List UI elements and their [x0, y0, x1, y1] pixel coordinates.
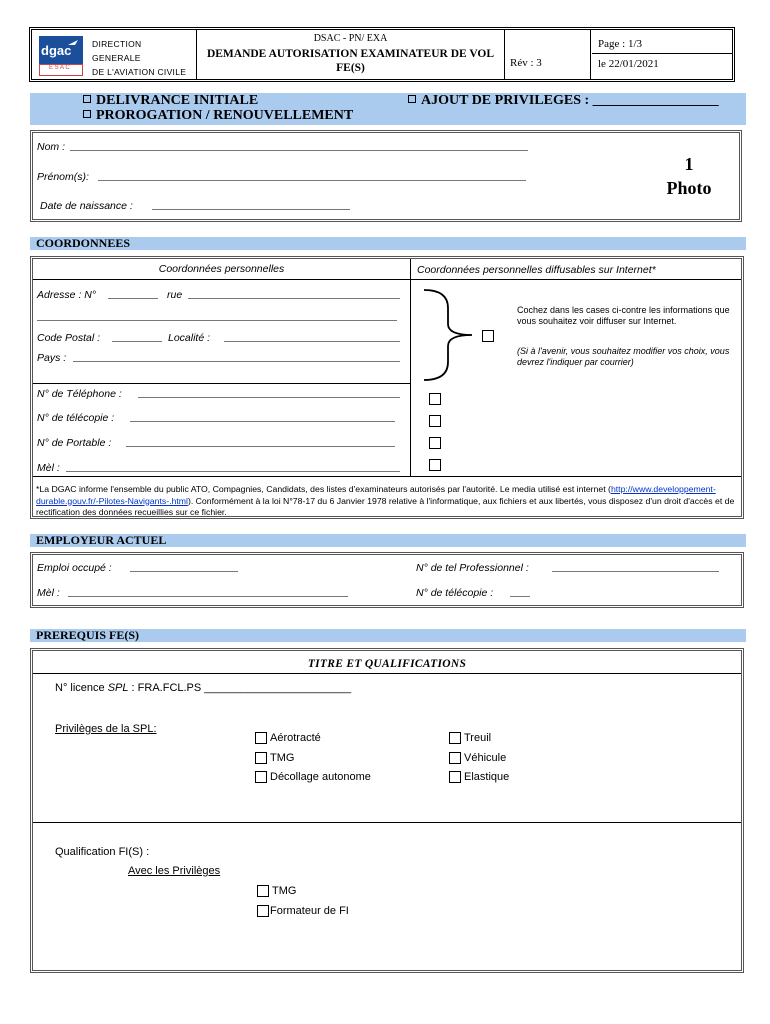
internet-mail-checkbox[interactable]	[429, 459, 441, 471]
fax-input[interactable]	[130, 421, 395, 422]
numero-input[interactable]	[108, 298, 158, 299]
plane-icon	[67, 38, 79, 48]
coordonnees-title: COORDONNEES	[36, 236, 131, 250]
pays-input[interactable]	[73, 361, 400, 362]
doc-page: Page : 1/3	[598, 38, 642, 50]
doc-ref: DSAC - PN/ EXA	[313, 33, 388, 44]
dgac-logo	[39, 36, 83, 76]
footnote-part1: *La DGAC informe l'ensemble du public ATO, Compagnies, Candidats, des listes d'examinateurs autorisés par l'autorité. Le media utilisé est internet (	[36, 484, 611, 494]
tel-label: N° de Téléphone :	[37, 388, 122, 400]
coord-left-vline	[410, 280, 411, 476]
internet-address-checkbox[interactable]	[482, 330, 494, 342]
org-line-1: DIRECTION	[92, 39, 142, 49]
internet-note-text: (Si à l'avenir, vous souhaitez modifier vos choix, vous devrez l'indiquer par courrier)	[517, 346, 730, 367]
fi-privileges-label: Avec les Privilèges	[128, 865, 221, 877]
cp-label-text: Code Postal	[37, 332, 95, 344]
checkbox-icon[interactable]	[83, 95, 91, 103]
footnote-part2: ). Conformément à la loi N°78-17 du 6 Janvier 1978 relative à l'informatique, aux fichiers et aux libertés, vous disposez d'un droit d'accès et de rectification des données recueillies sur ce fichier.	[36, 495, 735, 517]
mobile-input[interactable]	[126, 446, 395, 447]
cp-input[interactable]	[112, 341, 162, 342]
photo-label: Photo	[666, 178, 712, 198]
doc-title-line1: DEMANDE AUTORISATION EXAMINATEUR DE VOL	[206, 48, 495, 60]
spl-privileges-label: Privilèges de la SPL:	[55, 723, 157, 735]
mobile-label: N° de Portable :	[37, 437, 112, 449]
emp-mail-input[interactable]	[68, 596, 348, 597]
prerequis-header-hline	[33, 673, 741, 674]
request-privileges-label: AJOUT DE PRIVILEGES : __________________	[421, 93, 719, 108]
coord-foot-hline	[33, 476, 741, 477]
pays-label: Pays :	[37, 352, 67, 364]
header-divider-2	[504, 29, 505, 80]
org-line-3: DE L'AVIATION CIVILE	[92, 67, 187, 77]
opt-aerotracte-checkbox[interactable]	[255, 732, 267, 744]
request-prorogation-label: PROROGATION / RENOUVELLEMENT	[96, 108, 354, 123]
checkbox-icon[interactable]	[408, 95, 416, 103]
opt-vehicule-label: Véhicule	[464, 752, 507, 764]
employeur-frame	[30, 552, 744, 608]
doc-title-line2: FE(S)	[336, 62, 365, 74]
internet-fax-checkbox[interactable]	[429, 415, 441, 427]
prerequis-frame	[30, 648, 744, 973]
opt-decollage-checkbox[interactable]	[255, 771, 267, 783]
photo-number: 1	[684, 154, 694, 174]
fi-formateur-label: Formateur de FI	[270, 905, 349, 917]
localite-label: Localité :	[168, 332, 211, 344]
doc-date: le 22/01/2021	[598, 58, 659, 70]
prenom-input[interactable]	[98, 180, 526, 181]
privacy-footnote	[36, 484, 738, 519]
fax-label: N° de télécopie :	[37, 412, 115, 424]
nom-input[interactable]	[70, 150, 528, 151]
coordonnees-frame	[30, 256, 744, 519]
rue-input[interactable]	[188, 298, 400, 299]
numero-label: N°	[84, 289, 97, 301]
opt-tmg-label: TMG	[270, 752, 295, 764]
mail-label: Mèl :	[37, 462, 60, 474]
identity-frame	[30, 130, 742, 222]
opt-decollage-label: Décollage autonome	[270, 771, 371, 783]
licence-prefix: N° licence	[55, 682, 108, 694]
logo-subtext: E S A C	[49, 65, 70, 71]
prenom-label: Prénom(s):	[37, 171, 89, 183]
fi-tmg-label: TMG	[272, 885, 297, 897]
coord-mid-hline	[33, 383, 411, 384]
tel-pro-label: N° de tel Professionnel :	[416, 562, 529, 574]
coordonnees-bar	[30, 237, 746, 250]
internet-tel-checkbox[interactable]	[429, 393, 441, 405]
emp-mail-label: Mèl :	[37, 587, 60, 599]
internet-help-text: Cochez dans les cases ci-contre les informations que vous souhaitez voir diffuser sur Internet.	[517, 305, 730, 326]
naissance-label: Date de naissance :	[40, 200, 133, 212]
nom-label: Nom :	[37, 141, 66, 153]
opt-elastique-checkbox[interactable]	[449, 771, 461, 783]
coord-header-vline	[410, 259, 411, 279]
opt-treuil-label: Treuil	[464, 732, 492, 744]
request-prorogation[interactable]	[83, 108, 353, 124]
brace-icon	[420, 288, 480, 382]
cp-label: Code Postal :	[37, 332, 101, 344]
fi-tmg-checkbox[interactable]	[257, 885, 269, 897]
opt-vehicule-checkbox[interactable]	[449, 752, 461, 764]
opt-aerotracte-label: Aérotracté	[270, 732, 321, 744]
adresse-line2-input[interactable]	[37, 320, 397, 321]
org-line-2: GENERALE	[92, 53, 141, 63]
doc-revision: Rév : 3	[510, 57, 542, 69]
emp-fax-label: N° de télécopie :	[416, 587, 494, 599]
internet-mobile-checkbox[interactable]	[429, 437, 441, 449]
localite-input[interactable]	[224, 341, 400, 342]
header-divider-3	[590, 29, 591, 80]
fi-formateur-checkbox[interactable]	[257, 905, 269, 917]
emp-fax-input[interactable]	[510, 596, 530, 597]
checkbox-icon[interactable]	[83, 110, 91, 118]
tel-input[interactable]	[138, 397, 400, 398]
col-personal-header: Coordonnées personnelles	[158, 263, 285, 275]
mail-input[interactable]	[66, 471, 400, 472]
licence-value: : FRA.FCL.PS ________________________	[128, 682, 352, 694]
logo-text: dgac	[41, 43, 72, 58]
coord-header-hline	[33, 279, 741, 280]
licence-spl: SPL	[107, 682, 129, 694]
adresse-label: Adresse : N°	[37, 289, 97, 301]
emploi-label: Emploi occupé :	[37, 562, 112, 574]
licence-line	[55, 682, 351, 694]
dgac-website-link[interactable]: http://www.developpement-durable.gouv.fr/-Pilotes-Navigants-.html	[36, 484, 716, 506]
rue-label: rue	[167, 289, 183, 301]
prerequis-mid-hline	[33, 822, 741, 823]
request-initial[interactable]	[83, 93, 258, 109]
col-internet-header: Coordonnées personnelles diffusables sur Internet*	[417, 264, 656, 276]
fi-label: Qualification FI(S) :	[55, 846, 150, 858]
emploi-input[interactable]	[130, 571, 238, 572]
employeur-title: EMPLOYEUR ACTUEL	[36, 533, 167, 547]
prerequis-title: PREREQUIS FE(S)	[36, 628, 140, 642]
header-hline	[592, 53, 733, 54]
prerequis-subtitle: TITRE ET QUALIFICATIONS	[307, 658, 467, 670]
request-privileges[interactable]	[408, 93, 719, 109]
adresse-label-text: Adresse	[37, 289, 76, 301]
opt-treuil-checkbox[interactable]	[449, 732, 461, 744]
request-initial-label: DELIVRANCE INITIALE	[96, 93, 259, 108]
opt-elastique-label: Elastique	[464, 771, 510, 783]
opt-tmg-checkbox[interactable]	[255, 752, 267, 764]
naissance-input[interactable]	[152, 209, 350, 210]
tel-pro-input[interactable]	[552, 571, 719, 572]
